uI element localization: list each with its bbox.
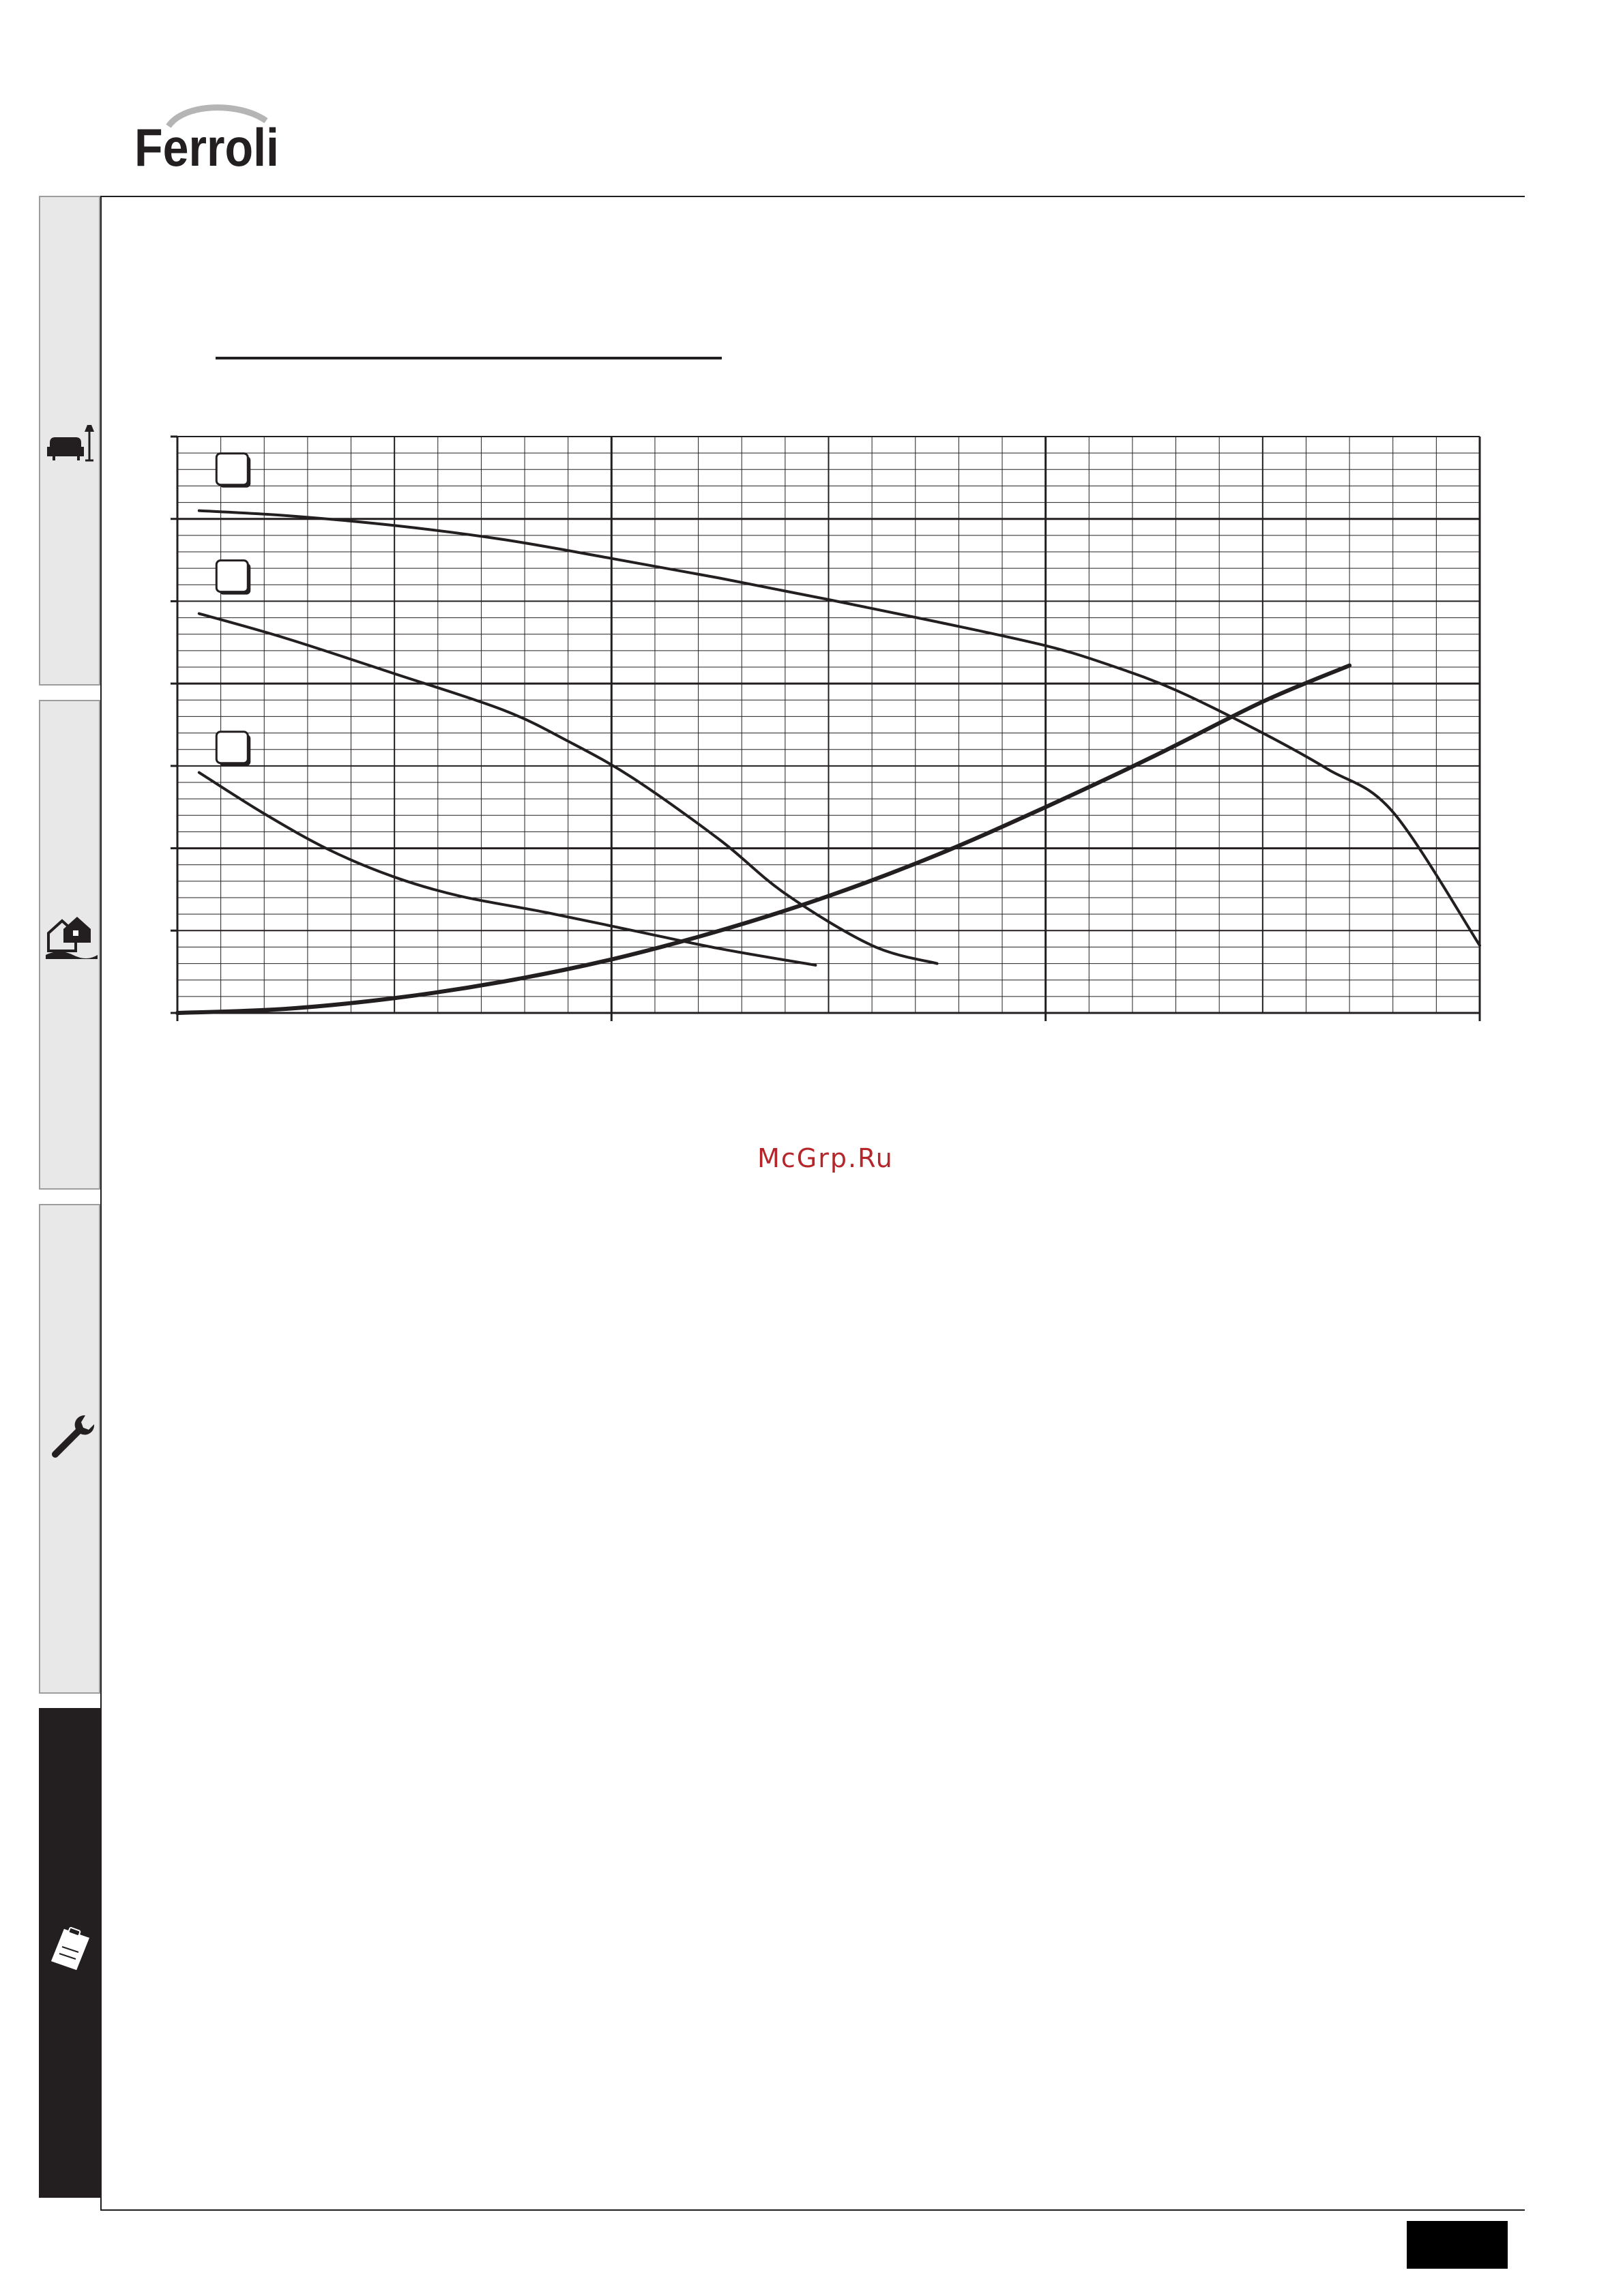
- wrench-icon: [43, 1410, 99, 1466]
- clipboard-icon: [43, 1921, 99, 1977]
- tab-user-section[interactable]: [39, 196, 100, 686]
- tab-installer-section[interactable]: [39, 700, 100, 1190]
- logo-wordmark: Ferroli: [134, 117, 279, 177]
- pump-curve-1: [199, 511, 1480, 945]
- footer-rule: [100, 2209, 1525, 2211]
- series-label-box: [216, 454, 248, 485]
- series-label-box: [216, 732, 248, 763]
- series-label-boxes: [216, 454, 250, 766]
- tab-service-section[interactable]: [39, 1204, 100, 1694]
- pump-curve-chart: [171, 430, 1501, 1030]
- axis-ticks: [171, 437, 1480, 1021]
- ferroli-logo: [133, 99, 290, 177]
- series-label-box: [216, 561, 248, 592]
- pump-curve-3: [199, 773, 816, 965]
- header-rule: [39, 196, 1525, 197]
- house-installation-icon: [43, 906, 99, 962]
- tab-technical-data-section[interactable]: [39, 1708, 100, 2198]
- sidebar-divider: [100, 196, 102, 2211]
- watermark-text: McGrp.Ru: [757, 1143, 894, 1173]
- page-number-box: [1407, 2221, 1508, 2269]
- sofa-lamp-icon: [43, 415, 99, 471]
- chart-title-underline: [216, 357, 722, 359]
- system-resistance-curve: [177, 666, 1349, 1013]
